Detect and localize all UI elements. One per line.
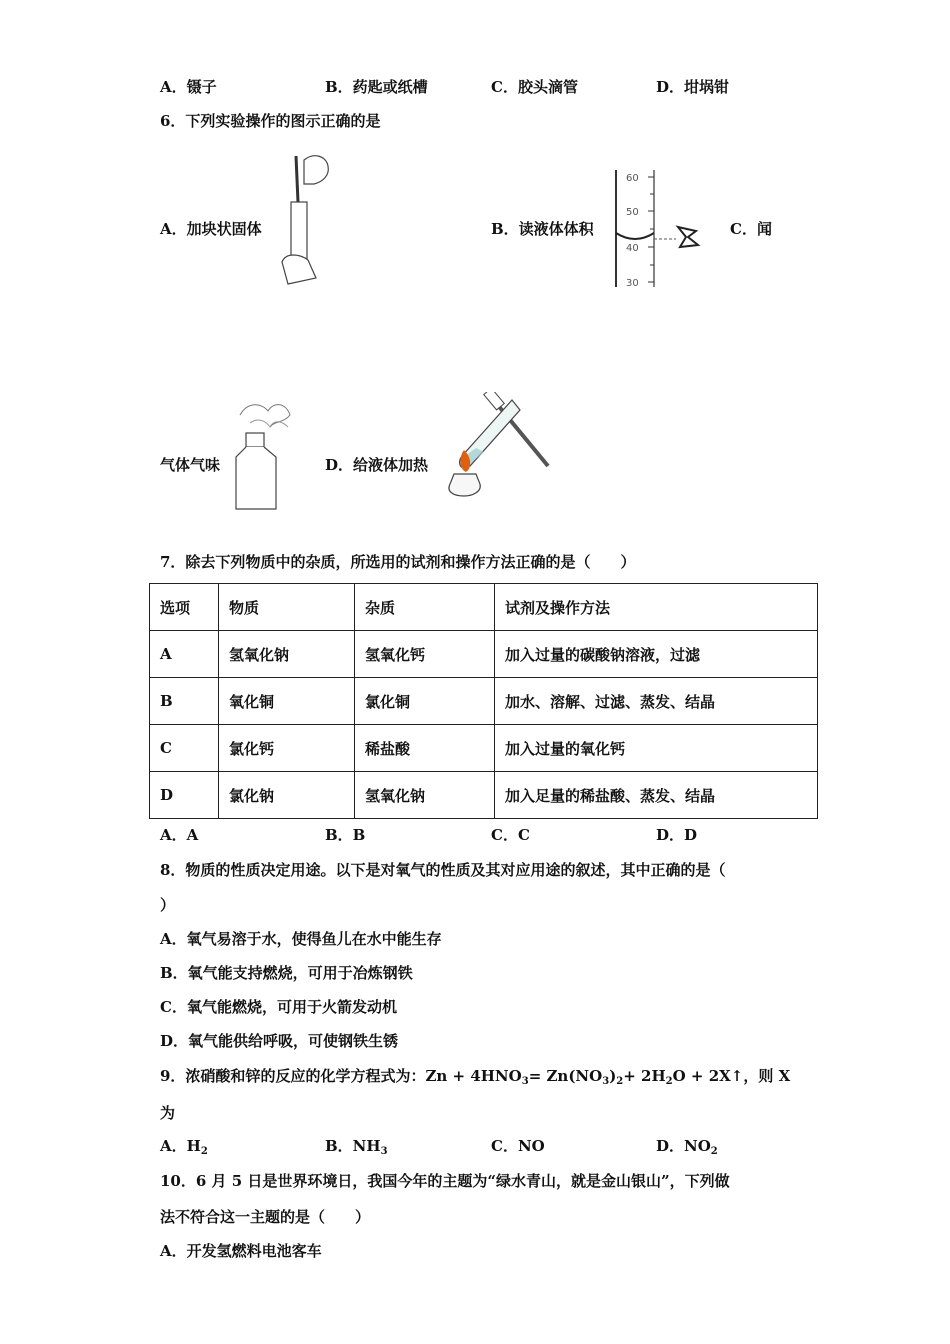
q8-stem-end: ） — [160, 896, 176, 914]
q9-stem-pre: 9．浓硝酸和锌的反应的化学方程式为： — [160, 1067, 426, 1085]
q9-stem-post: ，则 X — [743, 1067, 791, 1085]
q8-option-a: A．氧气易溶于水，使得鱼儿在水中能生存 — [160, 930, 442, 948]
q7-option-c: C．C — [491, 826, 530, 844]
table-cell: B — [150, 678, 219, 725]
q9-equation: $Zn + 4HNO_3= Zn(NO_3)_2+ 2H_2O$ + 2X↑ — [425, 1067, 744, 1087]
q6-option-c: C．闻 — [730, 220, 772, 238]
q6-figure-d-heating-liquid — [432, 392, 554, 502]
table-header-cell: 杂质 — [355, 584, 495, 631]
table-row — [150, 772, 818, 819]
table-cell: 稀盐酸 — [355, 725, 495, 772]
q9-stem — [160, 1066, 790, 1086]
q6-figure-b-graduated-cylinder — [608, 165, 703, 290]
table-header-row — [150, 584, 818, 631]
table-header-cell: 物质 — [219, 584, 355, 631]
q6-stem: 6．下列实验操作的图示正确的是 — [160, 112, 381, 130]
q8-option-d: D．氧气能供给呼吸，可使钢铁生锈 — [160, 1032, 399, 1050]
table-cell: 加水、溶解、过滤、蒸发、结晶 — [495, 678, 818, 725]
q9-option-b: B．$NH_3$ — [325, 1137, 388, 1157]
q10-option-a: A．开发氢燃料电池客车 — [160, 1242, 322, 1260]
table-cell: 加入足量的稀盐酸、蒸发、结晶 — [495, 772, 818, 819]
cylinder-tick-30: 30 — [626, 278, 639, 289]
table-cell: A — [150, 631, 219, 678]
cylinder-tick-50: 50 — [626, 207, 639, 218]
q5-option-b: B．药匙或纸槽 — [325, 78, 428, 96]
table-row — [150, 725, 818, 772]
table-cell: 加入过量的碳酸钠溶液，过滤 — [495, 631, 818, 678]
q6-figure-a-test-tube-tongs — [274, 150, 334, 290]
table-cell: 氯化钠 — [219, 772, 355, 819]
q5-option-a: A．镊子 — [160, 78, 217, 96]
q9-option-c: C．NO — [491, 1137, 545, 1155]
table-cell: D — [150, 772, 219, 819]
table-cell: 氢氧化钙 — [355, 631, 495, 678]
table-header-cell: 选项 — [150, 584, 219, 631]
q7-option-d: D．D — [656, 826, 698, 844]
table-row — [150, 678, 818, 725]
q6-figure-c-gas-bottle — [230, 393, 300, 513]
q10-stem-line2: 法不符合这一主题的是（ ） — [160, 1208, 371, 1226]
q7-option-b: B．B — [325, 826, 366, 844]
q7-option-a: A．A — [160, 826, 199, 844]
q8-option-c: C．氧气能燃烧，可用于火箭发动机 — [160, 998, 397, 1016]
q10-stem-line1: 10．6 月 5 日是世界环境日，我国今年的主题为“绿水青山，就是金山银山”，下列做 — [160, 1172, 730, 1190]
table-cell: 加入过量的氧化钙 — [495, 725, 818, 772]
q6-option-b: B．读液体体积 — [491, 220, 594, 238]
table-header-cell: 试剂及操作方法 — [495, 584, 818, 631]
table-cell: 氢氧化钠 — [355, 772, 495, 819]
table-cell: C — [150, 725, 219, 772]
q9-stem-end: 为 — [160, 1104, 176, 1122]
cylinder-tick-60: 60 — [626, 173, 639, 184]
table-cell: 氧化铜 — [219, 678, 355, 725]
q9-option-d: D．$NO_2$ — [656, 1137, 718, 1157]
q6-option-c-cont: 气体气味 — [160, 456, 221, 474]
table-cell: 氯化铜 — [355, 678, 495, 725]
table-cell: 氯化钙 — [219, 725, 355, 772]
table-cell: 氢氧化钠 — [219, 631, 355, 678]
q6-option-a: A．加块状固体 — [160, 220, 262, 238]
table-row — [150, 631, 818, 678]
q8-option-b: B．氧气能支持燃烧，可用于冶炼钢铁 — [160, 964, 413, 982]
q8-stem: 8．物质的性质决定用途。以下是对氧气的性质及其对应用途的叙述，其中正确的是（ — [160, 861, 726, 879]
q6-option-d: D．给液体加热 — [325, 456, 429, 474]
q9-option-a: A．$H_2$ — [160, 1137, 208, 1157]
q5-option-c: C．胶头滴管 — [491, 78, 578, 96]
cylinder-tick-40: 40 — [626, 243, 639, 254]
q7-table — [149, 583, 818, 819]
q5-option-d: D．坩埚钳 — [656, 78, 730, 96]
q7-stem: 7．除去下列物质中的杂质，所选用的试剂和操作方法正确的是（ ） — [160, 553, 636, 571]
